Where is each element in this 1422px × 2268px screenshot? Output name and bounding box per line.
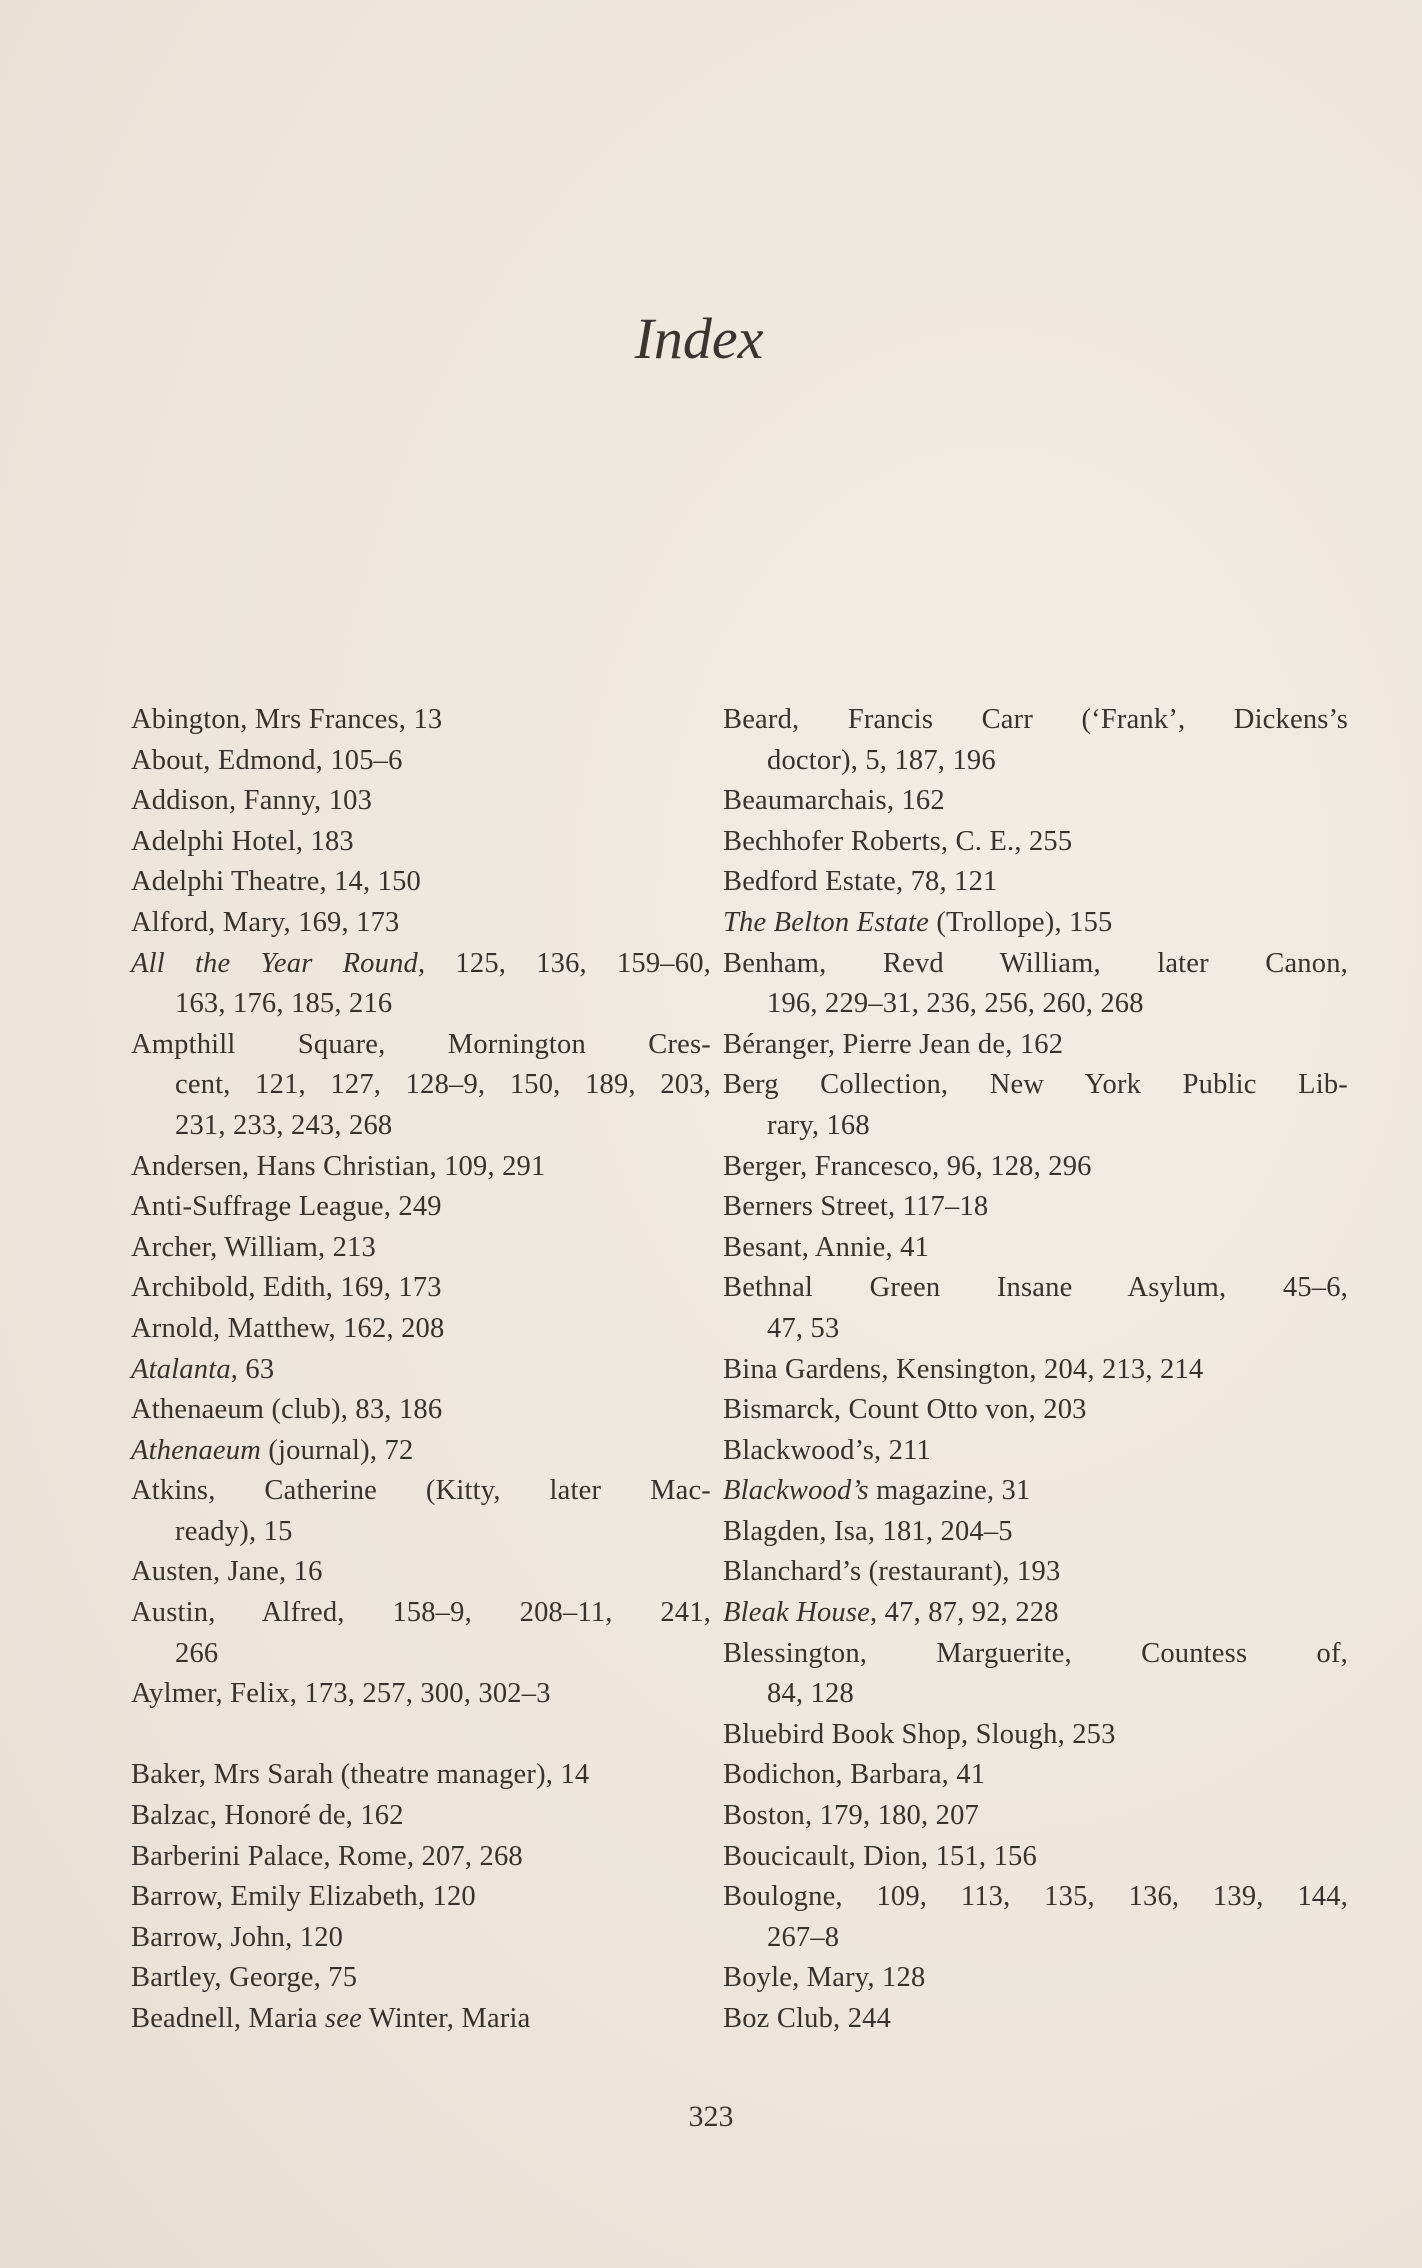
entry-line (723, 700, 1348, 741)
entry-text: 266 (175, 1637, 219, 1669)
index-entry (723, 903, 1348, 944)
index-column-left (131, 700, 711, 2040)
entry-continuation-line (723, 1309, 1348, 1350)
entry-text: Bechhofer Roberts, C. E., 255 (723, 825, 1073, 857)
entry-line (131, 903, 711, 944)
entry-line (131, 822, 711, 863)
entry-text: (Trollope), 155 (929, 906, 1113, 938)
entry-line (723, 862, 1348, 903)
entry-text: Austen, Jane, 16 (131, 1556, 323, 1588)
entry-text: 163, 176, 185, 216 (175, 988, 393, 1020)
entry-continuation-line (723, 1106, 1348, 1147)
entry-text: cent, 121, 127, 128–9, 150, 189, 203, (175, 1069, 711, 1101)
entry-text: Balzac, Honoré de, 162 (131, 1800, 404, 1832)
index-entry (131, 1958, 711, 1999)
index-entry (723, 1755, 1348, 1796)
index-entry (131, 781, 711, 822)
entry-text: Adelphi Hotel, 183 (131, 825, 354, 857)
entry-line (723, 1552, 1348, 1593)
entry-line (131, 1431, 711, 1472)
entry-text: Barberini Palace, Rome, 207, 268 (131, 1840, 523, 1872)
index-entry (723, 1593, 1348, 1634)
entry-text: Atkins, Catherine (Kitty, later Mac- (131, 1475, 711, 1507)
index-entry (131, 741, 711, 782)
index-entry (131, 1471, 711, 1552)
entry-text: 231, 233, 243, 268 (175, 1109, 393, 1141)
entry-text: Berger, Francesco, 96, 128, 296 (723, 1150, 1092, 1182)
index-entry (723, 1390, 1348, 1431)
index-entry (723, 1228, 1348, 1269)
entry-line (131, 1350, 711, 1391)
index-entry (131, 1755, 711, 1796)
entry-text: Bethnal Green Insane Asylum, 45–6, (723, 1272, 1348, 1304)
entry-text: Boulogne, 109, 113, 135, 136, 139, 144, (723, 1881, 1348, 1913)
index-entry (723, 1350, 1348, 1391)
entry-text: Berners Street, 117–18 (723, 1191, 989, 1223)
entry-text: 267–8 (767, 1921, 840, 1953)
index-entry (723, 1431, 1348, 1472)
entry-text: Benham, Revd William, later Canon, (723, 947, 1348, 979)
index-entry (131, 1837, 711, 1878)
entry-text: Blessington, Marguerite, Countess of, (723, 1637, 1348, 1669)
entry-text: Beadnell, Maria (131, 2003, 325, 2034)
index-entry (723, 1512, 1348, 1553)
entry-line (723, 1025, 1348, 1066)
entry-italic-text: Atalanta (131, 1353, 231, 1385)
entry-line (131, 781, 711, 822)
entry-text: Boyle, Mary, 128 (723, 1962, 926, 1994)
index-entry (131, 1147, 711, 1188)
entry-continuation-line (723, 1674, 1348, 1715)
entry-line (723, 944, 1348, 985)
entry-line (131, 1268, 711, 1309)
index-entry (131, 700, 711, 741)
entry-text: Winter, Maria (361, 2003, 531, 2034)
index-entry (131, 903, 711, 944)
entry-line (131, 944, 711, 985)
entry-text: 84, 128 (767, 1678, 854, 1710)
index-entry (723, 822, 1348, 863)
entry-italic-text: The Belton Estate (723, 906, 930, 938)
index-entry (723, 1877, 1348, 1958)
entry-line (723, 1634, 1348, 1675)
index-entry (723, 1634, 1348, 1715)
entry-line (131, 1471, 711, 1512)
entry-text: Barrow, John, 120 (131, 1921, 344, 1953)
entry-continuation-line (723, 1918, 1348, 1959)
entry-line (723, 1877, 1348, 1918)
index-entry (131, 1999, 711, 2040)
page-title: Index (634, 306, 764, 371)
index-column-right (723, 700, 1348, 2040)
index-entry (723, 1025, 1348, 1066)
index-entry (131, 1390, 711, 1431)
entry-line (723, 1999, 1348, 2040)
entry-text: (journal), 72 (261, 1434, 414, 1466)
entry-line (131, 1552, 711, 1593)
entry-line (131, 1390, 711, 1431)
entry-continuation-line (131, 1512, 711, 1553)
entry-line (723, 1228, 1348, 1269)
index-entry (131, 1268, 711, 1309)
entry-line (723, 1390, 1348, 1431)
index-entry (723, 781, 1348, 822)
entry-line (131, 1837, 711, 1878)
entry-line (131, 741, 711, 782)
entry-line (723, 1796, 1348, 1837)
entry-line (723, 1715, 1348, 1756)
entry-text: Addison, Fanny, 103 (131, 785, 373, 817)
index-entry (131, 822, 711, 863)
entry-line (131, 1674, 711, 1715)
entry-text: Athenaeum (club), 83, 186 (131, 1394, 443, 1426)
entry-text: Boucicault, Dion, 151, 156 (723, 1840, 1037, 1872)
index-entry (131, 1350, 711, 1391)
entry-text: Bodichon, Barbara, 41 (723, 1759, 986, 1791)
entry-line (131, 1593, 711, 1634)
entry-line (723, 1512, 1348, 1553)
entry-line (723, 1350, 1348, 1391)
index-entry (723, 1471, 1348, 1512)
index-entry (723, 1552, 1348, 1593)
entry-text: Abington, Mrs Frances, 13 (131, 704, 443, 735)
entry-italic-text: All the Year Round (131, 947, 418, 979)
entry-line (723, 1837, 1348, 1878)
entry-text: Andersen, Hans Christian, 109, 291 (131, 1150, 546, 1182)
entry-text: Beaumarchais, 162 (723, 785, 945, 817)
entry-text: Béranger, Pierre Jean de, 162 (723, 1028, 1064, 1060)
index-entry (131, 1877, 711, 1918)
entry-text: Adelphi Theatre, 14, 150 (131, 866, 421, 898)
index-entry (131, 1228, 711, 1269)
entry-text: rary, 168 (767, 1109, 870, 1141)
entry-text: Arnold, Matthew, 162, 208 (131, 1312, 445, 1344)
entry-text: Archer, William, 213 (131, 1231, 376, 1263)
entry-line (131, 1958, 711, 1999)
index-entry (131, 1552, 711, 1593)
index-entry (131, 1431, 711, 1472)
entry-text: About, Edmond, 105–6 (131, 744, 403, 776)
entry-text: , 125, 136, 159–60, (418, 947, 711, 979)
entry-line (723, 1471, 1348, 1512)
entry-text: Blackwood’s, 211 (723, 1434, 931, 1466)
entry-continuation-line (723, 984, 1348, 1025)
entry-text: Austin, Alfred, 158–9, 208–11, 241, (131, 1597, 711, 1629)
index-entry (723, 944, 1348, 1025)
entry-line (131, 700, 711, 741)
index-entry (723, 1715, 1348, 1756)
entry-continuation-line (131, 1106, 711, 1147)
entry-italic-text: Bleak House (723, 1597, 871, 1629)
entry-line (723, 1268, 1348, 1309)
index-entry (723, 862, 1348, 903)
entry-text: Bina Gardens, Kensington, 204, 213, 214 (723, 1353, 1204, 1385)
entry-text: Boston, 179, 180, 207 (723, 1800, 979, 1832)
entry-text: Alford, Mary, 169, 173 (131, 906, 400, 938)
entry-line (131, 1228, 711, 1269)
page-number: 323 (688, 2100, 734, 2133)
entry-continuation-line (131, 1634, 711, 1675)
index-entry (723, 1999, 1348, 2040)
index-entry (723, 1837, 1348, 1878)
entry-text: Blagden, Isa, 181, 204–5 (723, 1515, 1013, 1547)
entry-line (723, 1593, 1348, 1634)
entry-text: ready), 15 (175, 1515, 293, 1547)
entry-line (131, 1877, 711, 1918)
index-entry (131, 1796, 711, 1837)
entry-text: Bartley, George, 75 (131, 1962, 358, 1994)
entry-continuation-line (131, 1065, 711, 1106)
entry-text: , 47, 87, 92, 228 (870, 1597, 1059, 1629)
entry-text: Aylmer, Felix, 173, 257, 300, 302–3 (131, 1678, 551, 1710)
entry-line (723, 1147, 1348, 1188)
entry-text: Bluebird Book Shop, Slough, 253 (723, 1718, 1116, 1750)
entry-line (723, 1755, 1348, 1796)
entry-line (131, 1187, 711, 1228)
entry-line (131, 1755, 711, 1796)
entry-line (723, 1431, 1348, 1472)
entry-text: Anti-Suffrage League, 249 (131, 1191, 442, 1223)
index-entry (131, 1025, 711, 1147)
index-entry (723, 1147, 1348, 1188)
letter-group-gap (131, 1715, 711, 1756)
index-entry (131, 1187, 711, 1228)
entry-line (723, 781, 1348, 822)
entry-continuation-line (723, 741, 1348, 782)
index-entry (723, 1796, 1348, 1837)
index-entry (131, 1674, 711, 1715)
index-entry (131, 944, 711, 1025)
entry-text: doctor), 5, 187, 196 (767, 744, 996, 776)
entry-line (723, 822, 1348, 863)
index-entry (131, 1593, 711, 1674)
entry-line (131, 1918, 711, 1959)
index-entry (723, 700, 1348, 781)
entry-text: Barrow, Emily Elizabeth, 120 (131, 1881, 476, 1913)
index-entry (723, 1065, 1348, 1146)
index-entry (723, 1268, 1348, 1349)
entry-text: Blanchard’s (restaurant), 193 (723, 1556, 1061, 1588)
entry-text: 196, 229–31, 236, 256, 260, 268 (767, 988, 1144, 1020)
entry-text: Archibold, Edith, 169, 173 (131, 1272, 442, 1304)
entry-line (131, 1309, 711, 1350)
entry-line (131, 862, 711, 903)
entry-text: Bismarck, Count Otto von, 203 (723, 1394, 1087, 1426)
entry-text: Beard, Francis Carr (‘Frank’, Dickens’s (723, 704, 1348, 735)
entry-italic-text: see (324, 2003, 362, 2034)
entry-text: Baker, Mrs Sarah (theatre manager), 14 (131, 1759, 590, 1791)
entry-line (131, 1796, 711, 1837)
entry-line (723, 1958, 1348, 1999)
entry-text: Berg Collection, New York Public Lib- (723, 1069, 1348, 1101)
entry-line (131, 1147, 711, 1188)
index-entry (131, 1918, 711, 1959)
entry-line (723, 1065, 1348, 1106)
entry-text: Ampthill Square, Mornington Cres- (131, 1028, 711, 1060)
entry-text: , 63 (230, 1353, 275, 1385)
entry-text: magazine, 31 (868, 1475, 1031, 1507)
entry-text: Bedford Estate, 78, 121 (723, 866, 998, 898)
entry-line (723, 903, 1348, 944)
index-entry (131, 862, 711, 903)
entry-text: 47, 53 (767, 1312, 840, 1344)
entry-italic-text: Athenaeum (131, 1434, 262, 1466)
index-entry (723, 1187, 1348, 1228)
entry-text: Besant, Annie, 41 (723, 1231, 930, 1263)
index-entry (723, 1958, 1348, 1999)
entry-line (723, 1187, 1348, 1228)
entry-line (131, 1999, 711, 2040)
index-entry (131, 1309, 711, 1350)
entry-continuation-line (131, 984, 711, 1025)
entry-italic-text: Blackwood’s (723, 1475, 869, 1507)
entry-text: Boz Club, 244 (723, 2003, 892, 2034)
entry-line (131, 1025, 711, 1066)
